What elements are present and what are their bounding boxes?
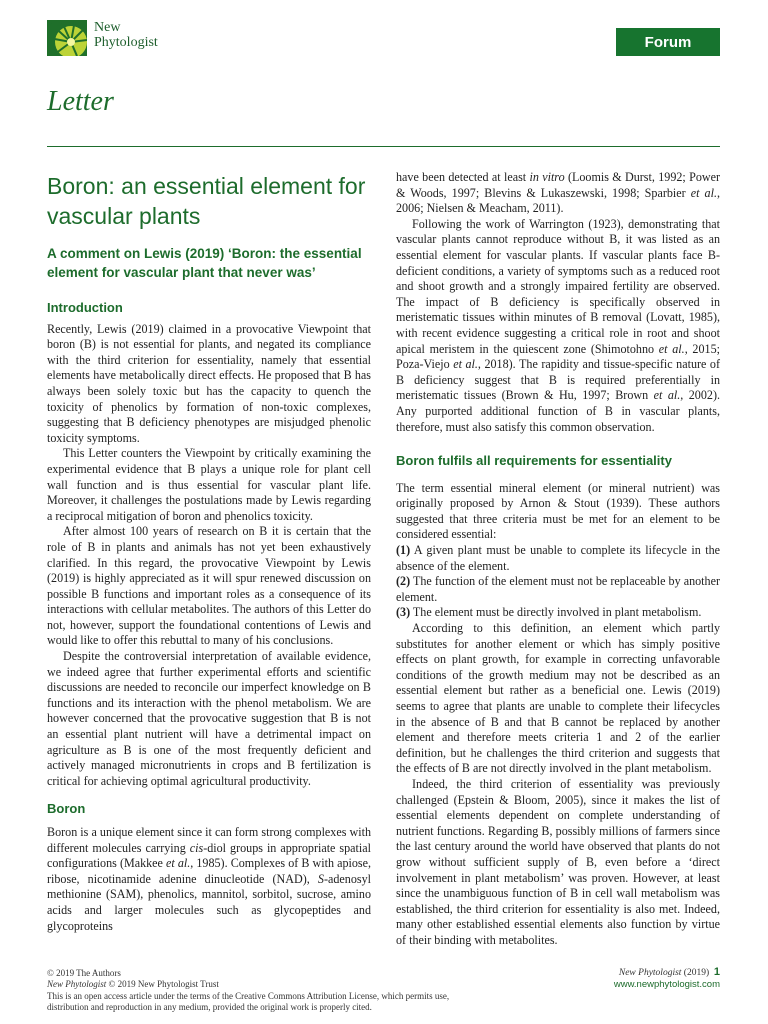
footer-journal: New Phytologist bbox=[618, 968, 682, 978]
boron-text-d: -adenosyl methionine (SAM), phenolics, mannitol, sorbitol, sucrose, amino acids and larger molecules such as glycopeptides and glycoproteins bbox=[47, 871, 371, 933]
left-column bbox=[47, 300, 371, 934]
boron-text-a: Boron is a unique element since it can form strong complexes with different molecules carrying bbox=[47, 825, 371, 855]
copyright-authors: © 2019 The Authors bbox=[47, 968, 121, 978]
intro-paragraph-4: Despite the controversial interpretation of available evidence, we indeed agree that further experimental efforts and scientific discussions are needed to reconcile our imperfect knowledge on B functions and its interaction with the phenol metabolism. We are however concerned that the provocative suggestion that B is not an essential plant nutrient will have a detrimental impact on agriculture as B is one of the most frequently deficient and actively managed micronutrients in crops and B fertilization is critical for achieving optimal agricultural productivity. bbox=[47, 649, 371, 788]
intro-paragraph-1: Recently, Lewis (2019) claimed in a provocative Viewpoint that boron (B) is not essential for plants, and negated its compliance with the third criterion for essentiality, namely that essential elements have metabolically direct effects. He proposed that B has always been solely toxic but has the capacity to quench the toxicity of phenolics by formation of non-toxic complexes, suggesting that B deficiency phenotypes are misjudged phenolic toxicity symptoms. bbox=[47, 321, 371, 445]
p2-text-b: , 2015; Poza-Viejo bbox=[396, 341, 720, 372]
license-text: This is an open access article under the terms of the Creative Commons Attribution License, which permits use, distribution and reproduction in any medium, provided the original work is properly cited. bbox=[47, 991, 450, 1012]
criterion-2-text: The function of the element must not be replaceable by another element. bbox=[396, 574, 720, 604]
section-tab-forum: Forum bbox=[616, 28, 720, 56]
footer-right bbox=[560, 966, 720, 991]
criterion-2 bbox=[396, 574, 720, 605]
criterion-3-text: The element must be directly involved in plant metabolism. bbox=[410, 605, 702, 620]
cont-text-etal: et al. bbox=[690, 185, 717, 200]
journal-website-link[interactable]: www.newphytologist.com bbox=[613, 979, 720, 990]
p2-text-c: , 2018). The rapidity and tissue-specific nature of B deficiency suggest that B is required preferentially in meristematic tissues (Brown & Hu, 1997; Brown bbox=[396, 357, 720, 403]
boron-text-etal: et al. bbox=[166, 856, 191, 871]
p2-etal-3: et al. bbox=[653, 388, 681, 403]
criterion-1-number: (1) bbox=[396, 543, 411, 558]
copyright-trust bbox=[47, 979, 467, 990]
footer-year: (2019) bbox=[681, 968, 710, 978]
requirements-heading: Boron fulfils all requirements for essentiality bbox=[396, 453, 672, 469]
footer-left bbox=[47, 968, 467, 1012]
requirements-paragraph-3: Indeed, the third criterion of essentiality was previously challenged (Epstein & Bloom, 2005), since it makes the list of essential elements dependent on complete understanding of nutrient functions. Regarding B, possibly millions of farmers since the last century around the world have observed that plants do not grow without sufficient supply of B, even before a ‘direct involvement in plant metabolism’ was proven. However, at least since the unambiguous function of B in cell wall metabolism was established, the third criterion for essentiality is also met. Indeed, many other established essential elements also function by virtue of their binding with metabolites. bbox=[396, 776, 720, 947]
intro-paragraph-2: This Letter counters the Viewpoint by critically examining the experimental evidence that B plays a unique role for plant cell wall function and is thus essential for vascular plant life. Moreover, it challenges the postulations made by Lewis regarding a reciprocal mitigation of boron and phenolics toxicity. bbox=[47, 446, 371, 523]
boron-text-c: , 1985). Complexes of B with apiose, ribose, nicotinamide adenine dinucleotide (NAD), bbox=[47, 856, 371, 886]
copyright-journal: New Phytologist bbox=[47, 978, 107, 989]
criterion-1-text: A given plant must be unable to complete its lifecycle in the absence of the element. bbox=[396, 543, 720, 573]
brand-line-1: New bbox=[94, 20, 121, 35]
cont-text-a: have been detected at least bbox=[396, 170, 530, 184]
intro-paragraph-3: After almost 100 years of research on B it is certain that the role of B in plants and animals has not yet been exhaustively clarified. In this regard, the provocative Viewpoint by Lewis (2019) is highly appreciated as it will spur renewed discussion on possible B functions and important roles as a consequence of its interactions with cellular metabolites. The authors of this Letter do not, however, support the foundational contentions of Lewis and would like to offer this rebuttal to many of his conclusions. bbox=[47, 524, 371, 648]
p2-text-d: , 2002). Any purported additional function of B in vascular plants, therefore, must also satisfy this common observation. bbox=[396, 388, 720, 434]
criterion-2-number: (2) bbox=[396, 574, 411, 589]
article-type: Letter bbox=[47, 86, 114, 117]
cont-text-invitro: in vitro bbox=[529, 170, 565, 184]
boron-paragraph-1 bbox=[47, 825, 371, 934]
p2-etal-2: et al. bbox=[453, 357, 478, 372]
p2-text-a: Following the work of Warrington (1923), demonstrating that vascular plants cannot reproduce without B, it was listed as an essential element for vascular plants. If vascular plants face B-deficient conditions, a variety of symptoms such as a reduced root and shoot growth and a strongly impaired fertility are observed. The impact of B deficiency is specifically observed in meristematic tissues within minutes of B removal (Lovatt, 1985), with recent evidence suggesting a critical role in root and shoot apical meristem in the quiescent zone (Shimotohno bbox=[396, 216, 720, 356]
fern-logo-icon bbox=[47, 20, 87, 56]
brand-line-2: Phytologist bbox=[94, 35, 158, 50]
introduction-heading: Introduction bbox=[47, 300, 123, 315]
article-title: Boron: an essential element for vascular plants bbox=[47, 173, 366, 229]
criterion-1 bbox=[396, 543, 720, 574]
boron-text-s: S bbox=[317, 871, 324, 886]
journal-logo bbox=[47, 20, 87, 56]
page-number: 1 bbox=[713, 966, 720, 978]
cont-text-b: (Loomis & Durst, 1992; Power & Woods, 1997; Blevins & Lukaszewski, 1998; Sparbier bbox=[396, 170, 721, 200]
criterion-3 bbox=[396, 605, 720, 621]
requirements-paragraph-1: The term essential mineral element (or mineral nutrient) was originally proposed by Arnon & Stout (1939). These authors suggested that three criteria must be met for an element to be considered essential: bbox=[396, 480, 720, 542]
cont-text-c: , 2006; Nielsen & Meacham, 2011). bbox=[396, 185, 721, 216]
article-subtitle: A comment on Lewis (2019) ‘Boron: the essential element for vascular plant that never was’ bbox=[47, 246, 362, 280]
journal-brand bbox=[94, 20, 158, 50]
boron-text-b: -diol groups in appropriate spatial configurations (Makkee bbox=[47, 840, 371, 871]
copyright-trust-text: © 2019 New Phytologist Trust bbox=[106, 978, 219, 989]
p2-etal-1: et al. bbox=[658, 341, 685, 356]
right-column bbox=[396, 170, 720, 949]
journal-year-line bbox=[560, 966, 720, 979]
requirements-paragraph-2: According to this definition, an element which partly substitutes for another element or which has simply positive effects on plant growth, for example in correcting unfavorable conditions of the growth medium may not be described as an essential element but rather as a beneficial one. Lewis (2019) seems to agree that plants are unable to complete their lifecycles in the absence of B and that B cannot be replaced by another element and therefore meets criteria 1 and 2 of the earlier definition, but he challenges the third criterion and suggests that the effects of B are not directly involved in the plant metabolism. bbox=[396, 621, 720, 776]
criterion-3-number: (3) bbox=[396, 605, 411, 620]
boron-heading: Boron bbox=[47, 801, 86, 817]
header-divider bbox=[47, 146, 720, 147]
warrington-paragraph bbox=[396, 217, 720, 435]
continued-paragraph bbox=[396, 170, 720, 217]
boron-text-cis: cis bbox=[189, 840, 204, 855]
